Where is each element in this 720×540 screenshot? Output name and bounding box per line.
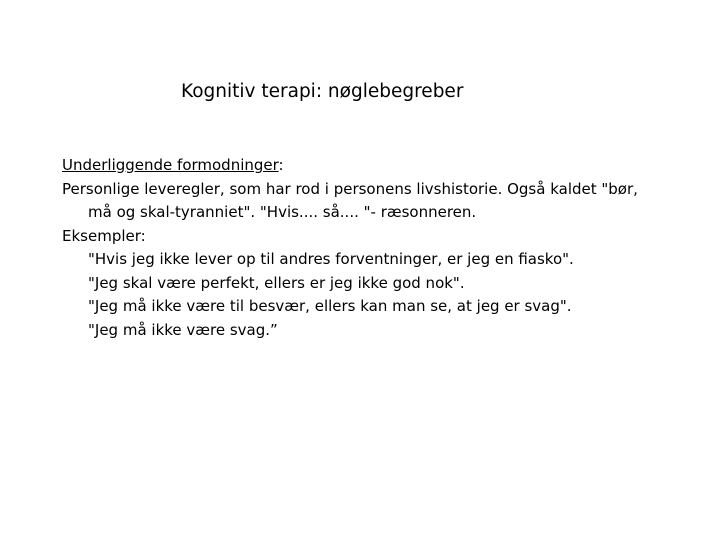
example-item-1: "Hvis jeg ikke lever op til andres forventninger, er jeg en fiasko". [88,250,574,268]
slide-body [62,154,712,342]
slide-title: Kognitiv terapi: nøglebegreber [181,81,464,102]
section-heading-colon: : [278,156,284,174]
example-item-2: "Jeg skal være perfekt, ellers er jeg ikke god nok". [88,273,465,292]
section-heading: Underliggende formodninger [62,156,279,174]
examples-label: Eksempler: [62,226,146,245]
definition-line-1: Personlige leveregler, som har rod i personens livshistorie. Også kaldet "bør, [62,179,638,198]
example-item-4: "Jeg må ikke være svag.” [88,320,278,339]
example-item-3: "Jeg må ikke være til besvær, ellers kan man se, at jeg er svag". [88,297,572,315]
definition-line-2: må og skal-tyranniet". "Hvis.... så.... "- ræsonneren. [88,203,477,221]
section-heading-line [62,154,712,178]
